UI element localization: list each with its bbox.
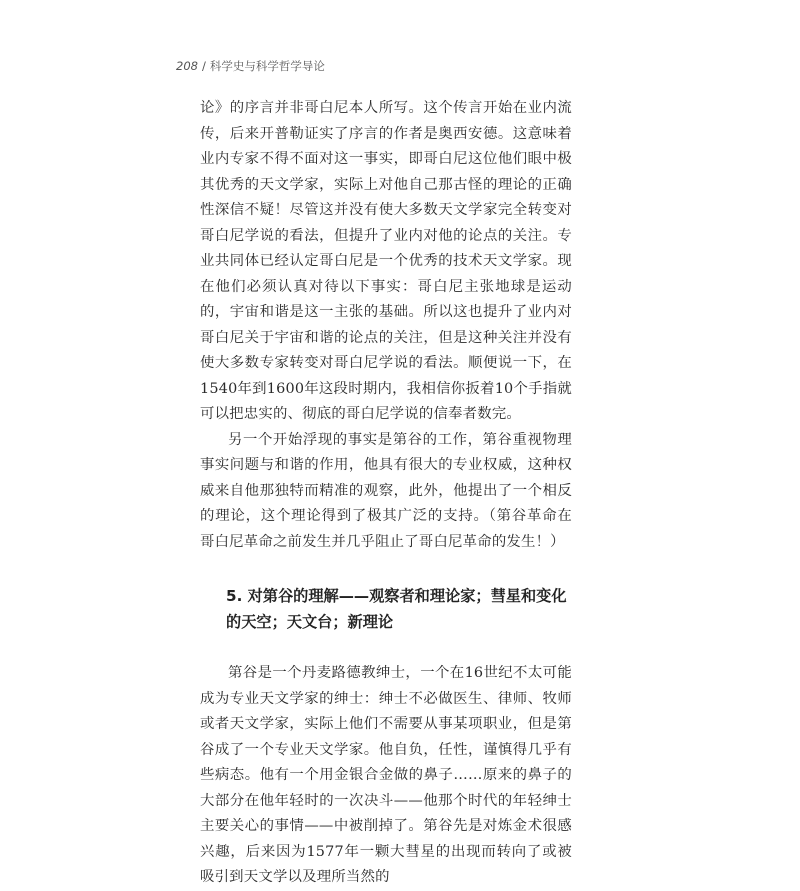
paragraph-3: 第谷是一个丹麦路德教绅士，一个在16世纪不太可能成为专业天文学家的绅士：绅士不必做医生、律师、牧师或者天文学家，实际上他们不需要从事某项职业，但是第谷成了一个专业天文学家。他自负，任性，谨慎得几乎有些病态。他有一个用金银合金做的鼻子……原来的鼻子的大部分在他年轻时的一次决斗——他那个时代的年轻绅士主要关心的事情——中被削掉了。第谷先是对炼金术很感兴趣，后来因为1577年一颗大彗星的出现而转向了或被吸引到天文学以及理所当然的 xyxy=(200,665,572,885)
paragraph-2: 另一个开始浮现的事实是第谷的工作，第谷重视物理事实问题与和谐的作用，他具有很大的专业权威，这种权威来自他那独特而精准的观察，此外，他提出了一个相反的理论，这个理论得到了极其广泛的支持。（第谷革命在哥白尼革命之前发生并几乎阻止了哥白尼革命的发生！） xyxy=(200,431,572,550)
running-header xyxy=(176,58,325,74)
paragraph-1: 论》的序言并非哥白尼本人所写。这个传言开始在业内流传，后来开普勒证实了序言的作者是奥西安德。这意味着业内专家不得不面对这一事实，即哥白尼这位他们眼中极其优秀的天文学家，实际上对他自己那古怪的理论的正确性深信不疑！尽管这并没有使大多数天文学家完全转变对哥白尼学说的看法，但提升了业内对他的论点的关注。专业共同体已经认定哥白尼是一个优秀的技术天文学家。现在他们必须认真对待以下事实：哥白尼主张地球是运动的，宇宙和谐是这一主张的基础。所以这也提升了业内对哥白尼关于宇宙和谐的论点的关注，但是这种关注并没有使大多数专家转变对哥白尼学说的看法。顺便说一下，在1540年到1600年这段时期内，我相信你扳着10个手指就可以把忠实的、彻底的哥白尼学说的信奉者数完。 xyxy=(200,100,572,422)
section-heading: 5. 对第谷的理解——观察者和理论家；彗星和变化的天空；天文台；新理论 xyxy=(226,587,567,631)
page-number: 208 xyxy=(176,59,198,73)
page-body xyxy=(200,96,572,891)
header-separator: / xyxy=(201,59,206,73)
book-title: 科学史与科学哲学导论 xyxy=(209,59,325,73)
